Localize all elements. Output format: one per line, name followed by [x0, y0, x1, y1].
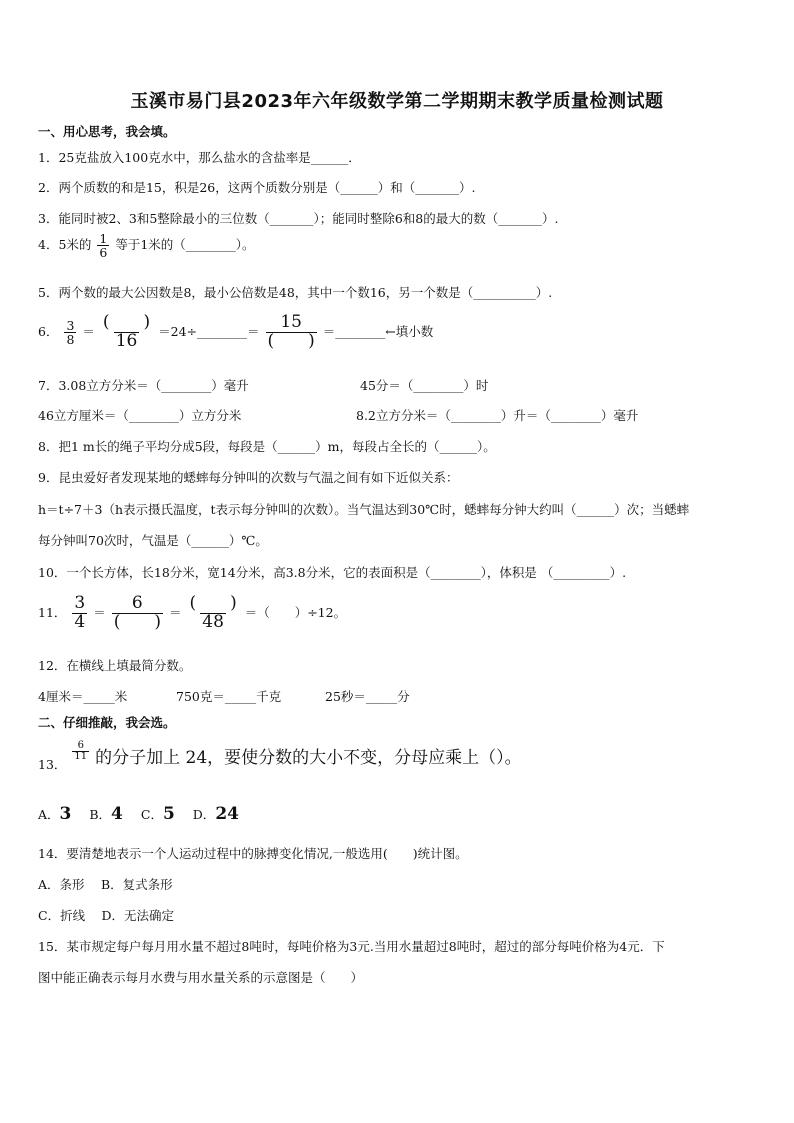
- q6-middle: ＝24÷________＝: [158, 323, 260, 339]
- question-14-options-cd[interactable]: C．折线 D．无法确定: [38, 908, 175, 923]
- q6-f3-numerator: 15: [280, 312, 302, 332]
- question-7c: 46立方厘米＝（________）立方分米: [38, 408, 242, 423]
- question-7b: 45分＝（________）时: [360, 378, 489, 393]
- q6-equals: ＝: [82, 323, 95, 339]
- q6-f2-numerator: ( ): [102, 312, 151, 332]
- q4-suffix: 等于1米的（________）。: [115, 237, 255, 253]
- q6-f1-denominator: 8: [66, 331, 75, 347]
- question-13-options: [38, 804, 239, 824]
- question-15-line-2: 图中能正确表示每月水费与用水量关系的示意图是（ ）: [38, 970, 364, 985]
- q6-f3-denominator: ( ): [267, 330, 315, 351]
- q13-label: 13．: [38, 757, 67, 772]
- q6-f2-denominator: 16: [115, 330, 138, 351]
- q6-label: 6．: [38, 323, 59, 339]
- q11-f3-denominator: 48: [202, 611, 224, 632]
- q6-fraction-1: [64, 319, 76, 346]
- question-1: 1．25克盐放入100克水中，那么盐水的含盐率是______．: [38, 150, 361, 165]
- q11-fraction-2: [112, 595, 163, 632]
- question-9-line-3: 每分钟叫70次时，气温是（______）℃。: [38, 533, 268, 548]
- question-4: [38, 232, 255, 259]
- q6-fraction-3: [266, 314, 317, 351]
- question-15-line-1: 15．某市规定每户每月用水量不超过8吨时，每吨价格为3元.当用水量超过8吨时，超过的部分每吨价格为4元．下: [38, 939, 665, 954]
- question-9-line-2: h＝t÷7＋3（h表示摄氏温度，t表示每分钟叫的次数）。当气温达到30℃时，蟋蟀每分钟大约叫（______）次；当蟋蟀: [38, 502, 690, 517]
- q11-f1-numerator: 3: [74, 593, 86, 613]
- question-14-options-ab[interactable]: A．条形 B．复式条形: [38, 877, 173, 892]
- q4-prefix: 4．5米的: [38, 237, 92, 253]
- q4-numerator: 1: [99, 231, 108, 246]
- q6-end: ＝________←填小数: [322, 323, 434, 339]
- q11-f2-numerator: 6: [131, 593, 143, 613]
- question-12a: 4厘米＝_____米: [38, 689, 128, 704]
- question-12b: 750克＝_____千克: [176, 689, 282, 704]
- question-2: 2．两个质数的和是15，积是26，这两个质数分别是（______）和（_______）.: [38, 180, 476, 195]
- q4-fraction: [97, 232, 109, 259]
- q11-f2-denominator: ( ): [113, 611, 161, 632]
- q13-denominator: 11: [74, 751, 88, 762]
- question-14: 14．要清楚地表示一个人运动过程中的脉搏变化情况,一般选用( )统计图。: [38, 846, 468, 861]
- q13-option-d-label: D．: [192, 807, 216, 822]
- q11-f3-numerator: ( ): [189, 593, 237, 613]
- question-7d: 8.2立方分米＝（________）升＝（________）毫升: [356, 408, 639, 423]
- section-1-heading: 一、用心思考，我会填。: [38, 124, 176, 139]
- question-6: [38, 314, 433, 351]
- q11-fraction-1: [72, 595, 87, 632]
- question-12: 12．在横线上填最简分数。: [38, 658, 192, 673]
- q13-option-c-label: C．: [140, 807, 163, 822]
- question-5: 5．两个数的最大公因数是8，最小公倍数是48，其中一个数16，另一个数是（__________）.: [38, 285, 553, 300]
- q13-numerator: 6: [77, 739, 84, 751]
- question-10: 10．一个长方体，长18分米，宽14分米，高3.8分米，它的表面积是（________），体积是 （_________）.: [38, 565, 627, 580]
- q11-f1-denominator: 4: [74, 611, 86, 632]
- q11-fraction-3: [187, 595, 238, 632]
- q13-option-c[interactable]: 5: [162, 804, 175, 824]
- page-title: 玉溪市易门县2023年六年级数学第二学期期末教学质量检测试题: [130, 91, 664, 112]
- q6-f1-numerator: 3: [66, 317, 75, 333]
- q6-fraction-2: [101, 314, 152, 351]
- q13-option-a[interactable]: 3: [59, 804, 72, 824]
- q4-denominator: 6: [99, 245, 108, 261]
- question-13: [38, 739, 522, 772]
- q11-equals-2: ＝: [168, 604, 182, 620]
- q11-equals-1: ＝: [93, 604, 106, 620]
- question-9-intro: 9．昆虫爱好者发现某地的蟋蟀每分钟叫的次数与气温之间有如下近似关系：: [38, 470, 459, 485]
- question-3: 3．能同时被2、3和5整除最小的三位数（_______）；能同时整除6和8的最大的数（_______）.: [38, 211, 559, 226]
- q13-option-b[interactable]: 4: [111, 804, 123, 824]
- question-8: 8．把1 m长的绳子平均分成5段，每段是（______）m，每段占全长的（______）。: [38, 439, 496, 454]
- q11-label: 11．: [38, 604, 67, 620]
- q13-option-d[interactable]: 24: [215, 804, 239, 824]
- section-2-heading: 二、仔细推敲，我会选。: [38, 715, 176, 730]
- question-11: [38, 595, 346, 632]
- question-7a: 7．3.08立方分米＝（________）毫升: [38, 378, 249, 393]
- q13-fraction: [72, 741, 89, 763]
- question-12c: 25秒＝_____分: [325, 689, 410, 704]
- q11-end: ＝（ ）÷12。: [244, 604, 347, 620]
- q13-option-b-label: B．: [89, 807, 112, 822]
- q13-option-a-label: A．: [38, 807, 60, 822]
- q13-text: 的分子加上 24，要使分数的大小不变，分母应乘上（）。: [95, 748, 522, 768]
